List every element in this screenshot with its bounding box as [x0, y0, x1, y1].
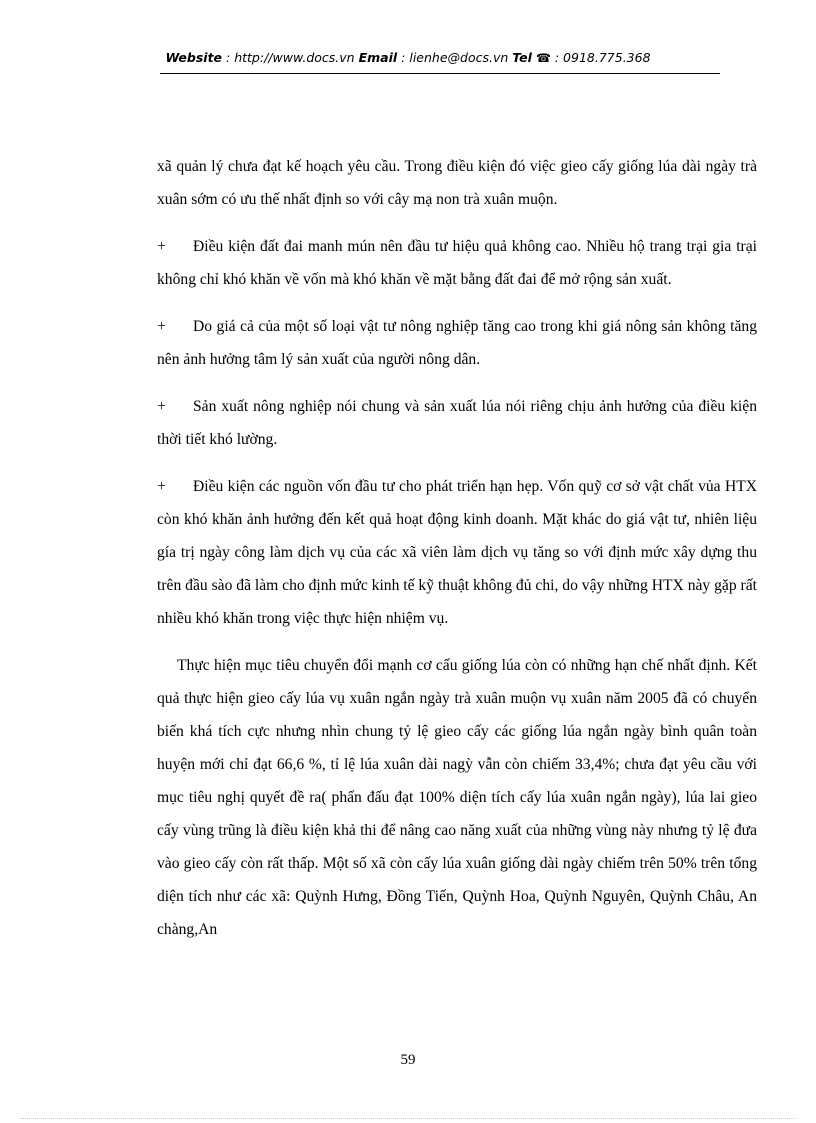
website-value[interactable]: : http://www.docs.vn — [226, 50, 355, 65]
plus-bullet: + — [157, 478, 166, 495]
paragraph-4-text: Sản xuất nông nghiệp nói chung và sản xuất lúa nói riêng chịu ảnh hưởng của điều kiện thời tiết khó lường. — [157, 398, 757, 448]
website-label: Website — [165, 50, 223, 65]
paragraph-4 — [157, 390, 757, 456]
paragraph-1: xã quản lý chưa đạt kế hoạch yêu cầu. Trong điều kiện đó việc gieo cấy giống lúa dài ngày trà xuân sớm có ưu thế nhất định so với cây mạ non trà xuân muộn. — [157, 158, 757, 208]
email-label: Email — [358, 50, 398, 65]
paragraph-6: Thực hiện mục tiêu chuyển đổi mạnh cơ cấu giống lúa còn có những hạn chế nhất định. Kết quả thực hiện gieo cấy lúa vụ xuân ngắn ngày trà xuân muộn vụ xuân năm 2005 đã có chuyển biến khá tích cực nhưng nhìn chung tỷ lệ gieo cấy các giống lúa ngắn ngày bình quân toàn huyện mới chỉ đạt 66,6 %, tỉ lệ lúa xuân dài nagỳ vẫn còn chiếm 33,4%; chưa đạt yêu cầu với mục tiêu nghị quyết đề ra( phấn đấu đạt 100% diện tích cấy lúa xuân ngắn ngày), lúa lai gieo cấy vùng trũng là điều kiện khả thi để nâng cao năng xuất của những vùng này nhưng tỷ lệ đưa vào gieo cấy còn rất thấp. Một số xã còn cấy lúa xuân giống dài ngày chiếm trên 50% trên tổng diện tích như các xã: Quỳnh Hưng, Đồng Tiến, Quỳnh Hoa, Quỳnh Nguyên, Quỳnh Châu, An chàng,An — [157, 657, 757, 938]
plus-bullet: + — [157, 318, 166, 335]
page-number: 59 — [400, 1052, 416, 1068]
plus-bullet: + — [157, 238, 166, 255]
paragraph-2-text: Điều kiện đất đai manh mún nên đầu tư hiệu quả không cao. Nhiều hộ trang trại gia trại không chỉ khó khăn về vốn mà khó khăn về mặt bằng đất đai để mở rộng sản xuất. — [157, 238, 757, 288]
footer-divider — [20, 1118, 796, 1119]
phone-icon: ☎ — [535, 51, 551, 65]
paragraph-5 — [157, 470, 757, 635]
tel-value: : 0918.775.368 — [554, 50, 651, 65]
plus-bullet: + — [157, 398, 166, 415]
header-divider — [160, 73, 720, 74]
paragraph-2 — [157, 230, 757, 296]
document-body — [157, 150, 757, 960]
tel-label: Tel — [512, 50, 532, 65]
paragraph-3-text: Do giá cả của một số loại vật tư nông nghiệp tăng cao trong khi giá nông sản không tăng nên ảnh hưởng tâm lý sản xuất của người nông dân. — [157, 318, 757, 368]
paragraph-3 — [157, 310, 757, 376]
paragraph-5-text: Điều kiện các nguồn vốn đầu tư cho phát triển hạn hẹp. Vốn quỹ cơ sở vật chất vủa HTX còn khó khăn ảnh hưởng đến kết quả hoạt động kinh doanh. Mặt khác do giá vật tư, nhiên liệu gía trị ngày công làm dịch vụ của các xã viên làm dịch vụ tăng so với định mức xây dựng thu trên đầu sào đã làm cho định mức kinh tế kỹ thuật không đủ chi, do vậy những HTX này gặp rất nhiều khó khăn trong việc thực hiện nhiệm vụ. — [157, 478, 757, 627]
page-header — [0, 50, 816, 65]
email-value[interactable]: : lienhe@docs.vn — [401, 50, 509, 65]
